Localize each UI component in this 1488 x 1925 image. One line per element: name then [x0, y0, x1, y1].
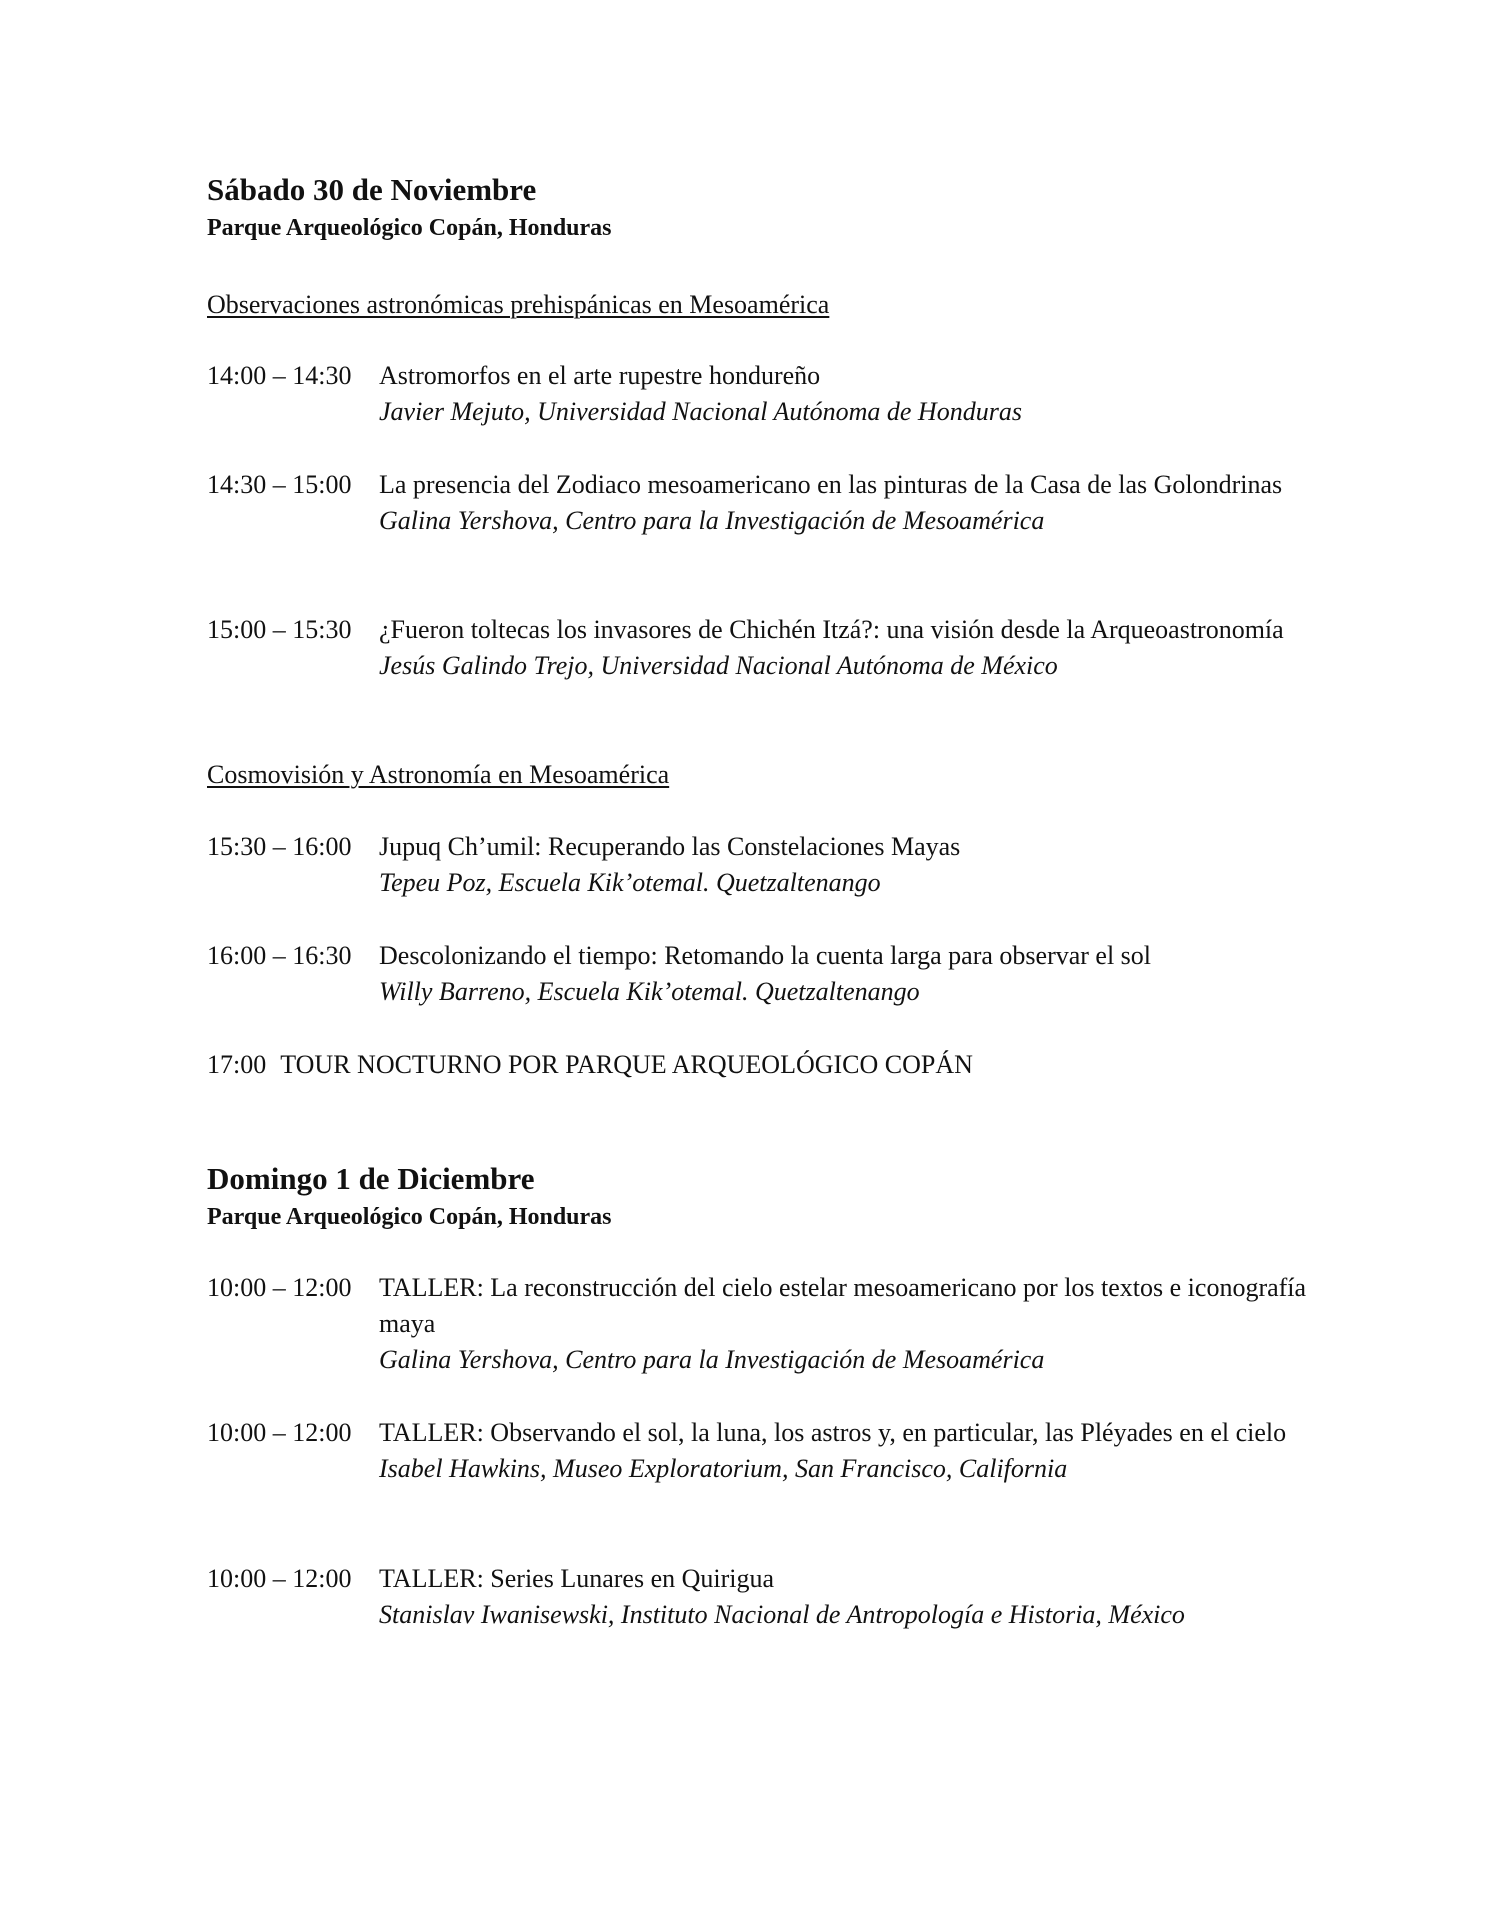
program-entry — [207, 938, 1367, 1010]
program-entry — [207, 1270, 1367, 1378]
section-title: Observaciones astronómicas prehispánicas en Mesoamérica — [207, 290, 830, 319]
talk-title: TALLER: Observando el sol, la luna, los astros y, en particular, las Pléyades en el cielo — [379, 1418, 1287, 1447]
speaker: Galina Yershova, Centro para la Investigación de Mesoamérica — [379, 506, 1045, 535]
talk-title: TALLER: Series Lunares en Quirigua — [379, 1564, 775, 1593]
talk-title: Jupuq Ch’umil: Recuperando las Constelaciones Mayas — [379, 832, 961, 861]
speaker: Jesús Galindo Trejo, Universidad Nacional Autónoma de México — [379, 651, 1058, 680]
entry-time: 10:00 – 12:00 — [207, 1564, 352, 1593]
talk-title: ¿Fueron toltecas los invasores de Chichén Itzá?: una visión desde la Arqueoastronomía — [379, 615, 1284, 644]
talk-title: TALLER: La reconstrucción del cielo estelar mesoamericano por los textos e iconografía maya — [379, 1273, 1307, 1338]
talk-title: Astromorfos en el arte rupestre hondureño — [379, 361, 821, 390]
event-text: TOUR NOCTURNO POR PARQUE ARQUEOLÓGICO COPÁN — [280, 1050, 973, 1079]
section-title: Cosmovisión y Astronomía en Mesoamérica — [207, 760, 670, 789]
day-title: Sábado 30 de Noviembre — [207, 172, 537, 207]
program-entry — [207, 1561, 1367, 1633]
entry-time: 15:30 – 16:00 — [207, 832, 352, 861]
entry-time: 16:00 – 16:30 — [207, 941, 352, 970]
speaker: Javier Mejuto, Universidad Nacional Autónoma de Honduras — [379, 397, 1022, 426]
venue: Parque Arqueológico Copán, Honduras — [207, 1204, 612, 1230]
program-entry — [207, 829, 1367, 901]
day-title: Domingo 1 de Diciembre — [207, 1161, 535, 1196]
closing-event — [207, 1047, 973, 1083]
talk-title: Descolonizando el tiempo: Retomando la cuenta larga para observar el sol — [379, 941, 1152, 970]
program-entry — [207, 467, 1367, 539]
speaker: Galina Yershova, Centro para la Investigación de Mesoamérica — [379, 1345, 1045, 1374]
program-entry — [207, 358, 1367, 430]
program-entry — [207, 1415, 1367, 1487]
speaker: Isabel Hawkins, Museo Exploratorium, San Francisco, California — [379, 1454, 1068, 1483]
program-entry — [207, 612, 1367, 684]
entry-time: 10:00 – 12:00 — [207, 1418, 352, 1447]
entry-time: 15:00 – 15:30 — [207, 615, 352, 644]
entry-time: 14:00 – 14:30 — [207, 361, 352, 390]
talk-title: La presencia del Zodiaco mesoamericano en las pinturas de la Casa de las Golondrinas — [379, 470, 1283, 499]
speaker: Willy Barreno, Escuela Kik’otemal. Quetzaltenango — [379, 977, 920, 1006]
venue: Parque Arqueológico Copán, Honduras — [207, 215, 612, 241]
entry-time: 14:30 – 15:00 — [207, 470, 352, 499]
speaker: Stanislav Iwanisewski, Instituto Nacional de Antropología e Historia, México — [379, 1600, 1185, 1629]
entry-time: 10:00 – 12:00 — [207, 1273, 352, 1302]
speaker: Tepeu Poz, Escuela Kik’otemal. Quetzaltenango — [379, 868, 881, 897]
entry-time: 17:00 — [207, 1050, 267, 1079]
